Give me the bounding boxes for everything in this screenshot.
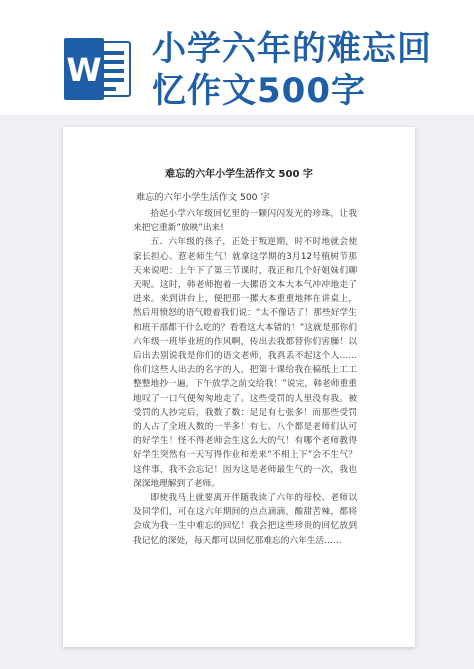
page-header — [0, 0, 474, 120]
document-subtitle: 难忘的六年小学生活作文 500 字 — [136, 192, 270, 203]
word-document-icon — [64, 38, 134, 100]
document-body — [133, 207, 357, 548]
paragraph: 五、六年级的孩子，正处于叛逆期，时不时地就会使家长担心、惹老师生气！就拿这学期的3月12号植树节那天来说吧：上午下了第三节课时，我正和几个好姐妹们聊天呢。这时，韩老师抱着一大摞语文本大本气冲冲地走了进来。来到讲台上，便把那一摞大本重重地摔在讲桌上，然后用愤怒的语气瞪着我们说：“太不像话了！那些好学生和班干部都干什么吃的？看看这大本错的！”这就是那你们六年级一班毕业班的作风啊，传出去我都替你们害臊！以后出去别说我是你们的语文老师，我真丢不起这个人……你们这些人出去的名字的人，把第十课给我在稿纸上工工整整地抄一遍，下午放学之前交给我！”说完，韩老师重重地叹了一口气便匆匆地走了。这些受罚的人里没有我。被受罚的人抄完后，我数了数：足足有七张多！而那些受罚的人占了全班人数的一半多！有七、八个都是老师们认可的好学生！怪不得老师会生这么大的气！有哪个老师教得好学生突然有一天写得作业和差来“不相上下”会不生气？这件事，我不会忘记！因为这是老师最生气的一次，我也深深地理解到了老师。 — [133, 237, 357, 489]
page-title-line-1: 小学六年的难忘回 — [152, 29, 432, 69]
word-logo-letter: W — [66, 51, 102, 89]
document-page — [63, 127, 415, 647]
paragraph: 即使我马上就要离开伴随我读了六年的母校、老师以及同学们，可在这六年期间的点点滴滴，酸甜苦辣，都将会成为我一生中难忘的回忆！我会把这些珍贵的回忆放到我记忆的深处，每天都可以回忆那难忘的六年生活…… — [133, 493, 357, 546]
paragraph: 拾起小学六年级回忆里的一颗闪闪发光的珍珠，让我来把它重新“放映”出来! — [133, 209, 357, 234]
page-title — [152, 28, 432, 112]
page-title-line-2: 忆作文500字 — [152, 71, 366, 111]
document-title: 难忘的六年小学生活作文 500 字 — [165, 169, 313, 180]
